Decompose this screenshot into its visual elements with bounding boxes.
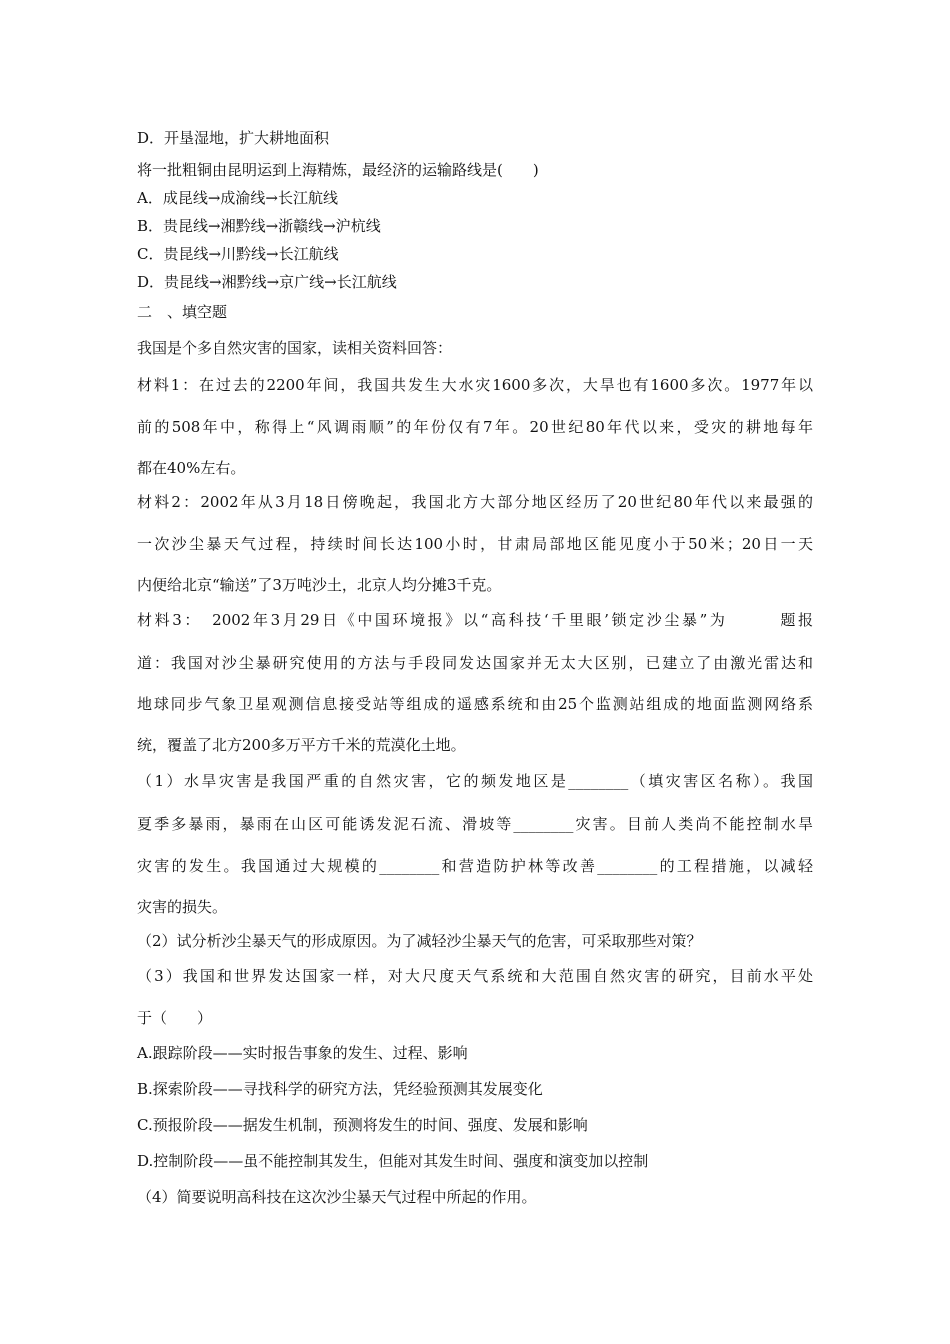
material-3-line-1: 材料3： 2002年3月29日《中国环境报》以“高科技‘千里眼’锁定沙尘暴”为 题报 xyxy=(137,611,813,629)
option-a: A．成昆线→成渝线→长江航线 xyxy=(137,189,338,207)
question-1-line-3: 灾害的发生。我国通过大规模的________和营造防护林等改善________的工程措施，以减轻 xyxy=(137,857,813,875)
section-heading: 二 、填空题 xyxy=(137,303,228,321)
question-1-line-4: 灾害的损失。 xyxy=(137,898,228,916)
question-3-line-2: 于（ ） xyxy=(137,1009,213,1027)
question-3-option-b: B.探索阶段——寻找科学的研究方法，凭经验预测其发展变化 xyxy=(137,1080,543,1098)
option-d: D．贵昆线→湘黔线→京广线→长江航线 xyxy=(137,273,397,291)
material-1-line-1: 材料1：在过去的2200年间，我国共发生大水灾1600多次，大旱也有1600多次。1977年以 xyxy=(137,376,813,394)
question-3-option-c: C.预报阶段——据发生机制，预测将发生的时间、强度、发展和影响 xyxy=(137,1116,588,1134)
question-1-line-1: （1）水旱灾害是我国严重的自然灾害，它的频发地区是________（填灾害区名称）。我国 xyxy=(137,772,813,790)
question-copper-route: 将一批粗铜由昆明运到上海精炼，最经济的运输路线是( ) xyxy=(137,161,539,179)
material-2-line-1: 材料2：2002年从3月18日傍晚起，我国北方大部分地区经历了20世纪80年代以来最强的 xyxy=(137,493,813,511)
question-2: （2）试分析沙尘暴天气的形成原因。为了减轻沙尘暴天气的危害，可采取那些对策？ xyxy=(137,932,702,950)
passage-intro: 我国是个多自然灾害的国家，读相关资料回答： xyxy=(137,339,453,357)
material-1-line-3: 都在40%左右。 xyxy=(137,459,246,477)
material-3-line-2: 道：我国对沙尘暴研究使用的方法与手段同发达国家并无太大区别，已建立了由激光雷达和 xyxy=(137,654,813,672)
question-1-line-2: 夏季多暴雨，暴雨在山区可能诱发泥石流、滑坡等________灾害。目前人类尚不能控制水旱 xyxy=(137,815,813,833)
material-2-line-2: 一次沙尘暴天气过程，持续时间长达100小时，甘肃局部地区能见度小于50米；20日一天 xyxy=(137,535,813,553)
material-2-line-3: 内便给北京“输送”了3万吨沙土，北京人均分摊3千克。 xyxy=(137,576,502,594)
material-1-line-2: 前的508年中，称得上“风调雨顺”的年份仅有7年。20世纪80年代以来，受灾的耕地每年 xyxy=(137,418,813,436)
material-3-line-3: 地球同步气象卫星观测信息接受站等组成的遥感系统和由25个监测站组成的地面监测网络系 xyxy=(137,695,813,713)
question-3-option-d: D.控制阶段——虽不能控制其发生，但能对其发生时间、强度和演变加以控制 xyxy=(137,1152,649,1170)
question-4: （4）简要说明高科技在这次沙尘暴天气过程中所起的作用。 xyxy=(137,1188,537,1206)
material-3-line-4: 统，覆盖了北方200多万平方千米的荒漠化土地。 xyxy=(137,736,466,754)
option-b: B．贵昆线→湘黔线→浙赣线→沪杭线 xyxy=(137,217,381,235)
question-3-option-a: A.跟踪阶段——实时报告事象的发生、过程、影响 xyxy=(137,1044,468,1062)
option-c: C．贵昆线→川黔线→长江航线 xyxy=(137,245,339,263)
question-3-line-1: （3）我国和世界发达国家一样，对大尺度天气系统和大范围自然灾害的研究，目前水平处 xyxy=(137,967,813,985)
option-d-wetland: D．开垦湿地，扩大耕地面积 xyxy=(137,129,330,147)
